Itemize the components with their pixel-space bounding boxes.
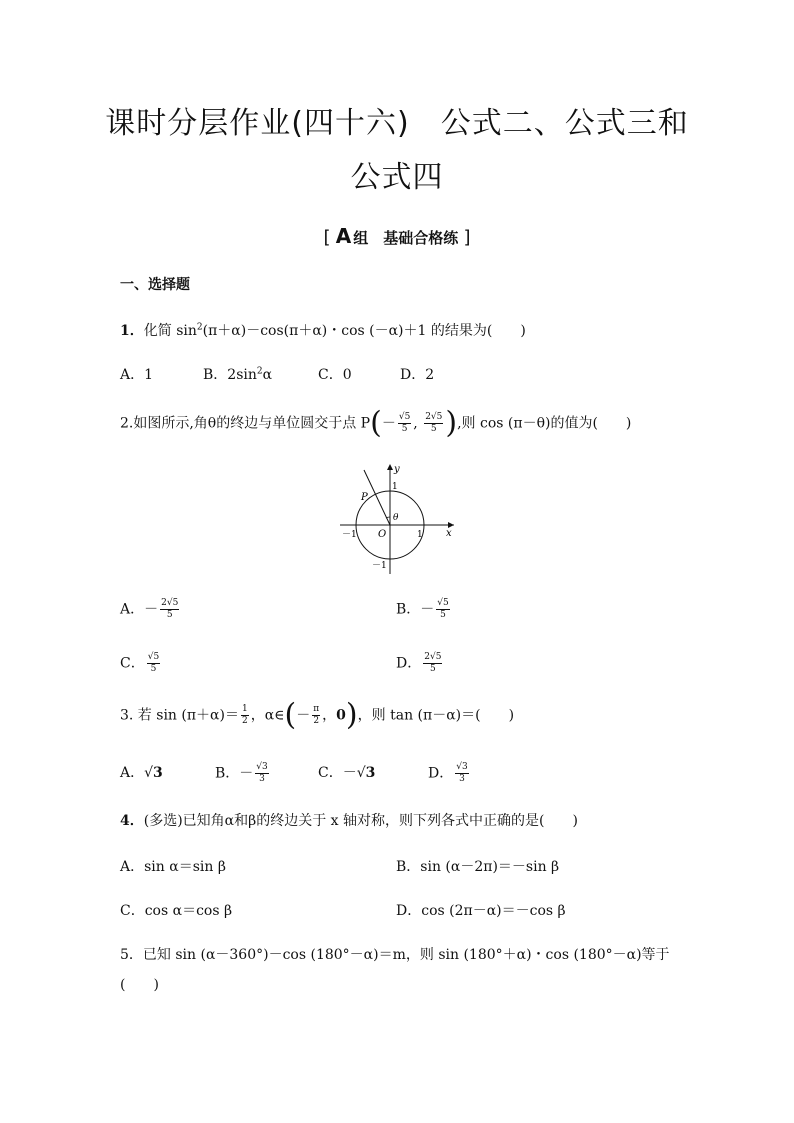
q4-option-d: D．cos (2π－α)＝－cos β xyxy=(396,903,566,919)
question-5: 5．已知 sin (α－360°)－cos (180°－α)＝m，则 sin (180°＋α)・cos (180°－α)等于 xyxy=(120,947,670,963)
tick-1-top: 1 xyxy=(392,482,398,492)
q1-option-c: C．0 xyxy=(318,367,352,383)
unit-circle-figure xyxy=(336,460,460,576)
q1-option-d: D．2 xyxy=(400,367,435,383)
q3-option-a: A．√3 xyxy=(120,765,163,781)
tick-1-right: 1 xyxy=(417,530,423,540)
y-label: y xyxy=(394,464,400,475)
theta-label: θ xyxy=(393,513,399,523)
q3-option-d: D． $\frac{√3}{3}$ xyxy=(428,762,468,784)
point-p-label: P xyxy=(361,492,368,503)
q3-option-c: C．－√3 xyxy=(318,765,376,781)
page-title: 课时分层作业(四十六) 公式二、公式三和 xyxy=(105,106,689,141)
q1-option-b: B．$2\sin^2\alpha$ xyxy=(203,366,273,383)
q2-option-b: B．－ $\frac{√5}{5}$ xyxy=(396,598,449,620)
q3-option-b: B．－ $\frac{√3}{3}$ xyxy=(215,762,268,784)
origin-label: O xyxy=(378,529,387,540)
x-label: x xyxy=(446,528,452,539)
group-label: 组 基础合格练 xyxy=(353,229,459,247)
group-letter: A xyxy=(335,224,352,248)
question-3: 3. 若 sin (π＋α)＝ $\frac{1}{2}$ ，α∈(－ $\frac{\pi}{2}$ ，0)，则 tan (π－α)＝( ) xyxy=(120,697,515,733)
group-heading: [ A 组 基础合格练 ] xyxy=(323,224,471,248)
q4-option-b: B．sin (α－2π)＝－sin β xyxy=(396,859,560,875)
q2-option-d: D． $\frac{2√5}{5}$ xyxy=(396,652,442,674)
question-4: 4．(多选)已知角α和β的终边关于 x 轴对称，则下列各式中正确的是( ) xyxy=(120,813,578,829)
tick-neg1-left: －1 xyxy=(342,530,357,540)
section-heading: 一、选择题 xyxy=(120,277,190,293)
q4-option-a: A．sin α＝sin β xyxy=(120,859,226,875)
question-2: 2.如图所示,角θ的终边与单位圆交于点 P(－ $\frac{√5}{5}$ , $\frac{2√5}{5}$ ),则 cos (π－θ)的值为( ) xyxy=(120,405,632,441)
q4-option-c: C．cos α＝cos β xyxy=(120,903,233,919)
tick-neg1-bottom: －1 xyxy=(372,561,387,571)
q2-option-c: C． $\frac{√5}{5}$ xyxy=(120,652,160,674)
q2-option-a: A．－ $\frac{2√5}{5}$ xyxy=(120,598,179,620)
question-1: 1．化简 $\sin^2(\pi+\alpha)-\cos(\pi+\alpha)$・cos (－α)＋1 的结果为( ) xyxy=(120,322,526,339)
q1-option-a: A．1 xyxy=(120,367,154,383)
question-5-answer-blank: ( ) xyxy=(120,977,159,993)
terminal-side xyxy=(364,470,390,525)
y-axis-arrow xyxy=(387,464,393,470)
page-title-continued: 公式四 xyxy=(350,160,444,195)
